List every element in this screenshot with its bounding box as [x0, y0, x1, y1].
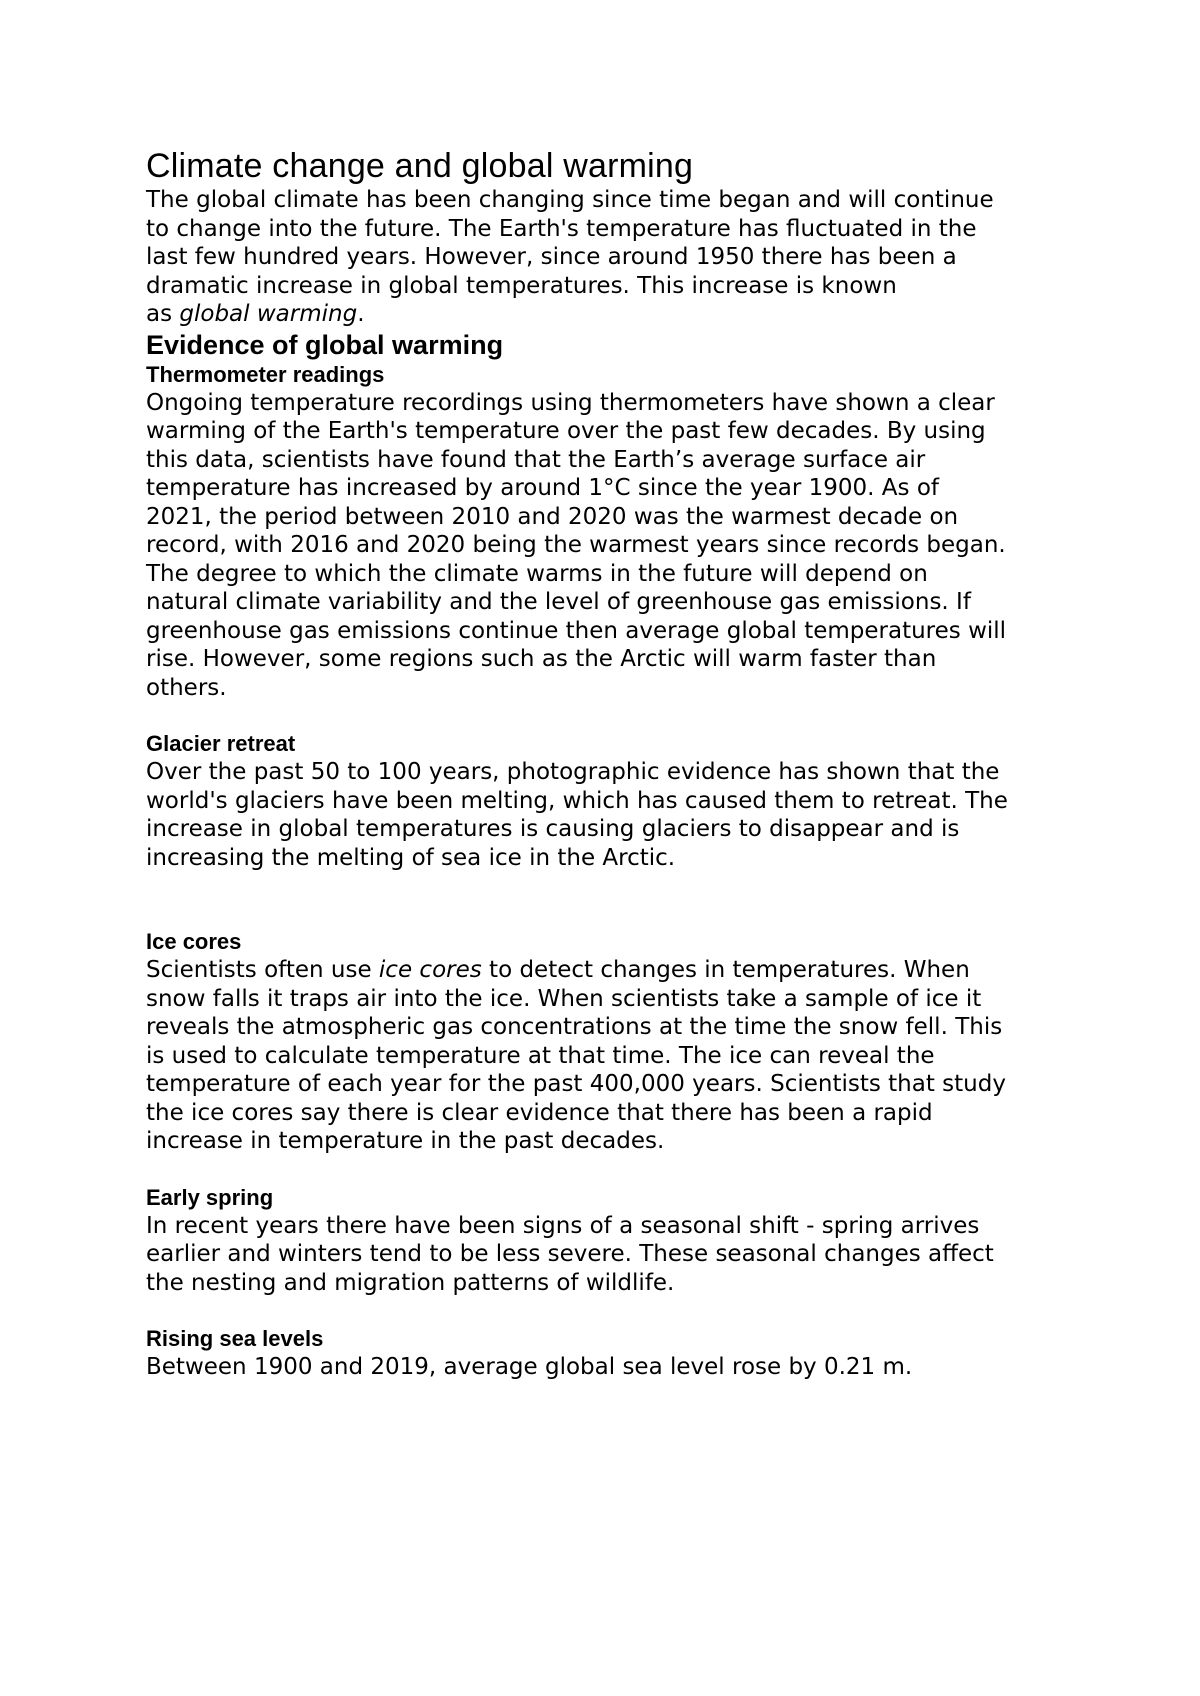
section-body-glacier: Over the past 50 to 100 years, photographic evidence has shown that the world's glaciers have been melting, which has caused them to retreat. The increase in global temperatures is causing glaciers to disappear and is increasing the melting of sea ice in the Arctic.: [146, 759, 1008, 871]
ice-cores-text: Scientists often use: [146, 957, 379, 983]
ice-cores-emphasis: ice cores: [378, 957, 482, 983]
section-heading-glacier: Glacier retreat: [146, 731, 296, 756]
section-body-early-spring: In recent years there have been signs of a seasonal shift - spring arrives earlier and winters tend to be less severe. These seasonal changes affect the nesting and migration patterns of wildlife.: [146, 1212, 994, 1296]
intro-text: The global climate has been changing since time began and will continue to change into the future. The Earth's temperature has fluctuated in the last few hundred years. However, since around 1950 there has been a dramatic increase in global temperatures. This increase is known as: [146, 187, 994, 327]
intro-paragraph: [146, 186, 1086, 329]
paragraph-spacer: [146, 872, 1086, 928]
section-body-sea-levels: Between 1900 and 2019, average global sea level rose by 0.21 m.: [146, 1354, 913, 1380]
section-heading-ice-cores: Ice cores: [146, 929, 242, 954]
ice-cores-text-end: to detect changes in temperatures. When snow falls it traps air into the ice. When scientists take a sample of ice it reveals the atmospheric gas concentrations at the time the snow fell. This is used to calculate temperature at that time. The ice can reveal the temperature of each year for the past 400,000 years. Scientists that study the ice cores say there is clear evidence that there has been a rapid increase in temperature in the past decades.: [146, 957, 1006, 1154]
paragraph-spacer: [146, 1156, 1086, 1184]
intro-emphasis: global warming: [179, 301, 358, 327]
document-title: Climate change and global warming: [146, 147, 694, 185]
paragraph-spacer: [146, 702, 1086, 730]
section-body-ice-cores: [146, 956, 1086, 1156]
section-heading-early-spring: Early spring: [146, 1184, 274, 1210]
evidence-heading: Evidence of global warming: [146, 329, 504, 360]
document-content: [146, 146, 1086, 1382]
section-body-thermometer: Ongoing temperature recordings using thermometers have shown a clear warming of the Earth's temperature over the past few decades. By using this data, scientists have found that the Earth’s average surface air temperature has increased by around 1°C since the year 1900. As of 2021, the period between 2010 and 2020 was the warmest decade on record, with 2016 and 2020 being the warmest years since records began. The degree to which the climate warms in the future will depend on natural climate variability and the level of greenhouse gas emissions. If greenhouse gas emissions continue then average global temperatures will rise. However, some regions such as the Arctic will warm faster than others.: [146, 389, 1007, 701]
section-heading-thermometer: Thermometer readings: [146, 361, 385, 387]
section-heading-sea-levels: Rising sea levels: [146, 1326, 324, 1351]
intro-text-end: .: [357, 301, 365, 327]
paragraph-spacer: [146, 1297, 1086, 1325]
